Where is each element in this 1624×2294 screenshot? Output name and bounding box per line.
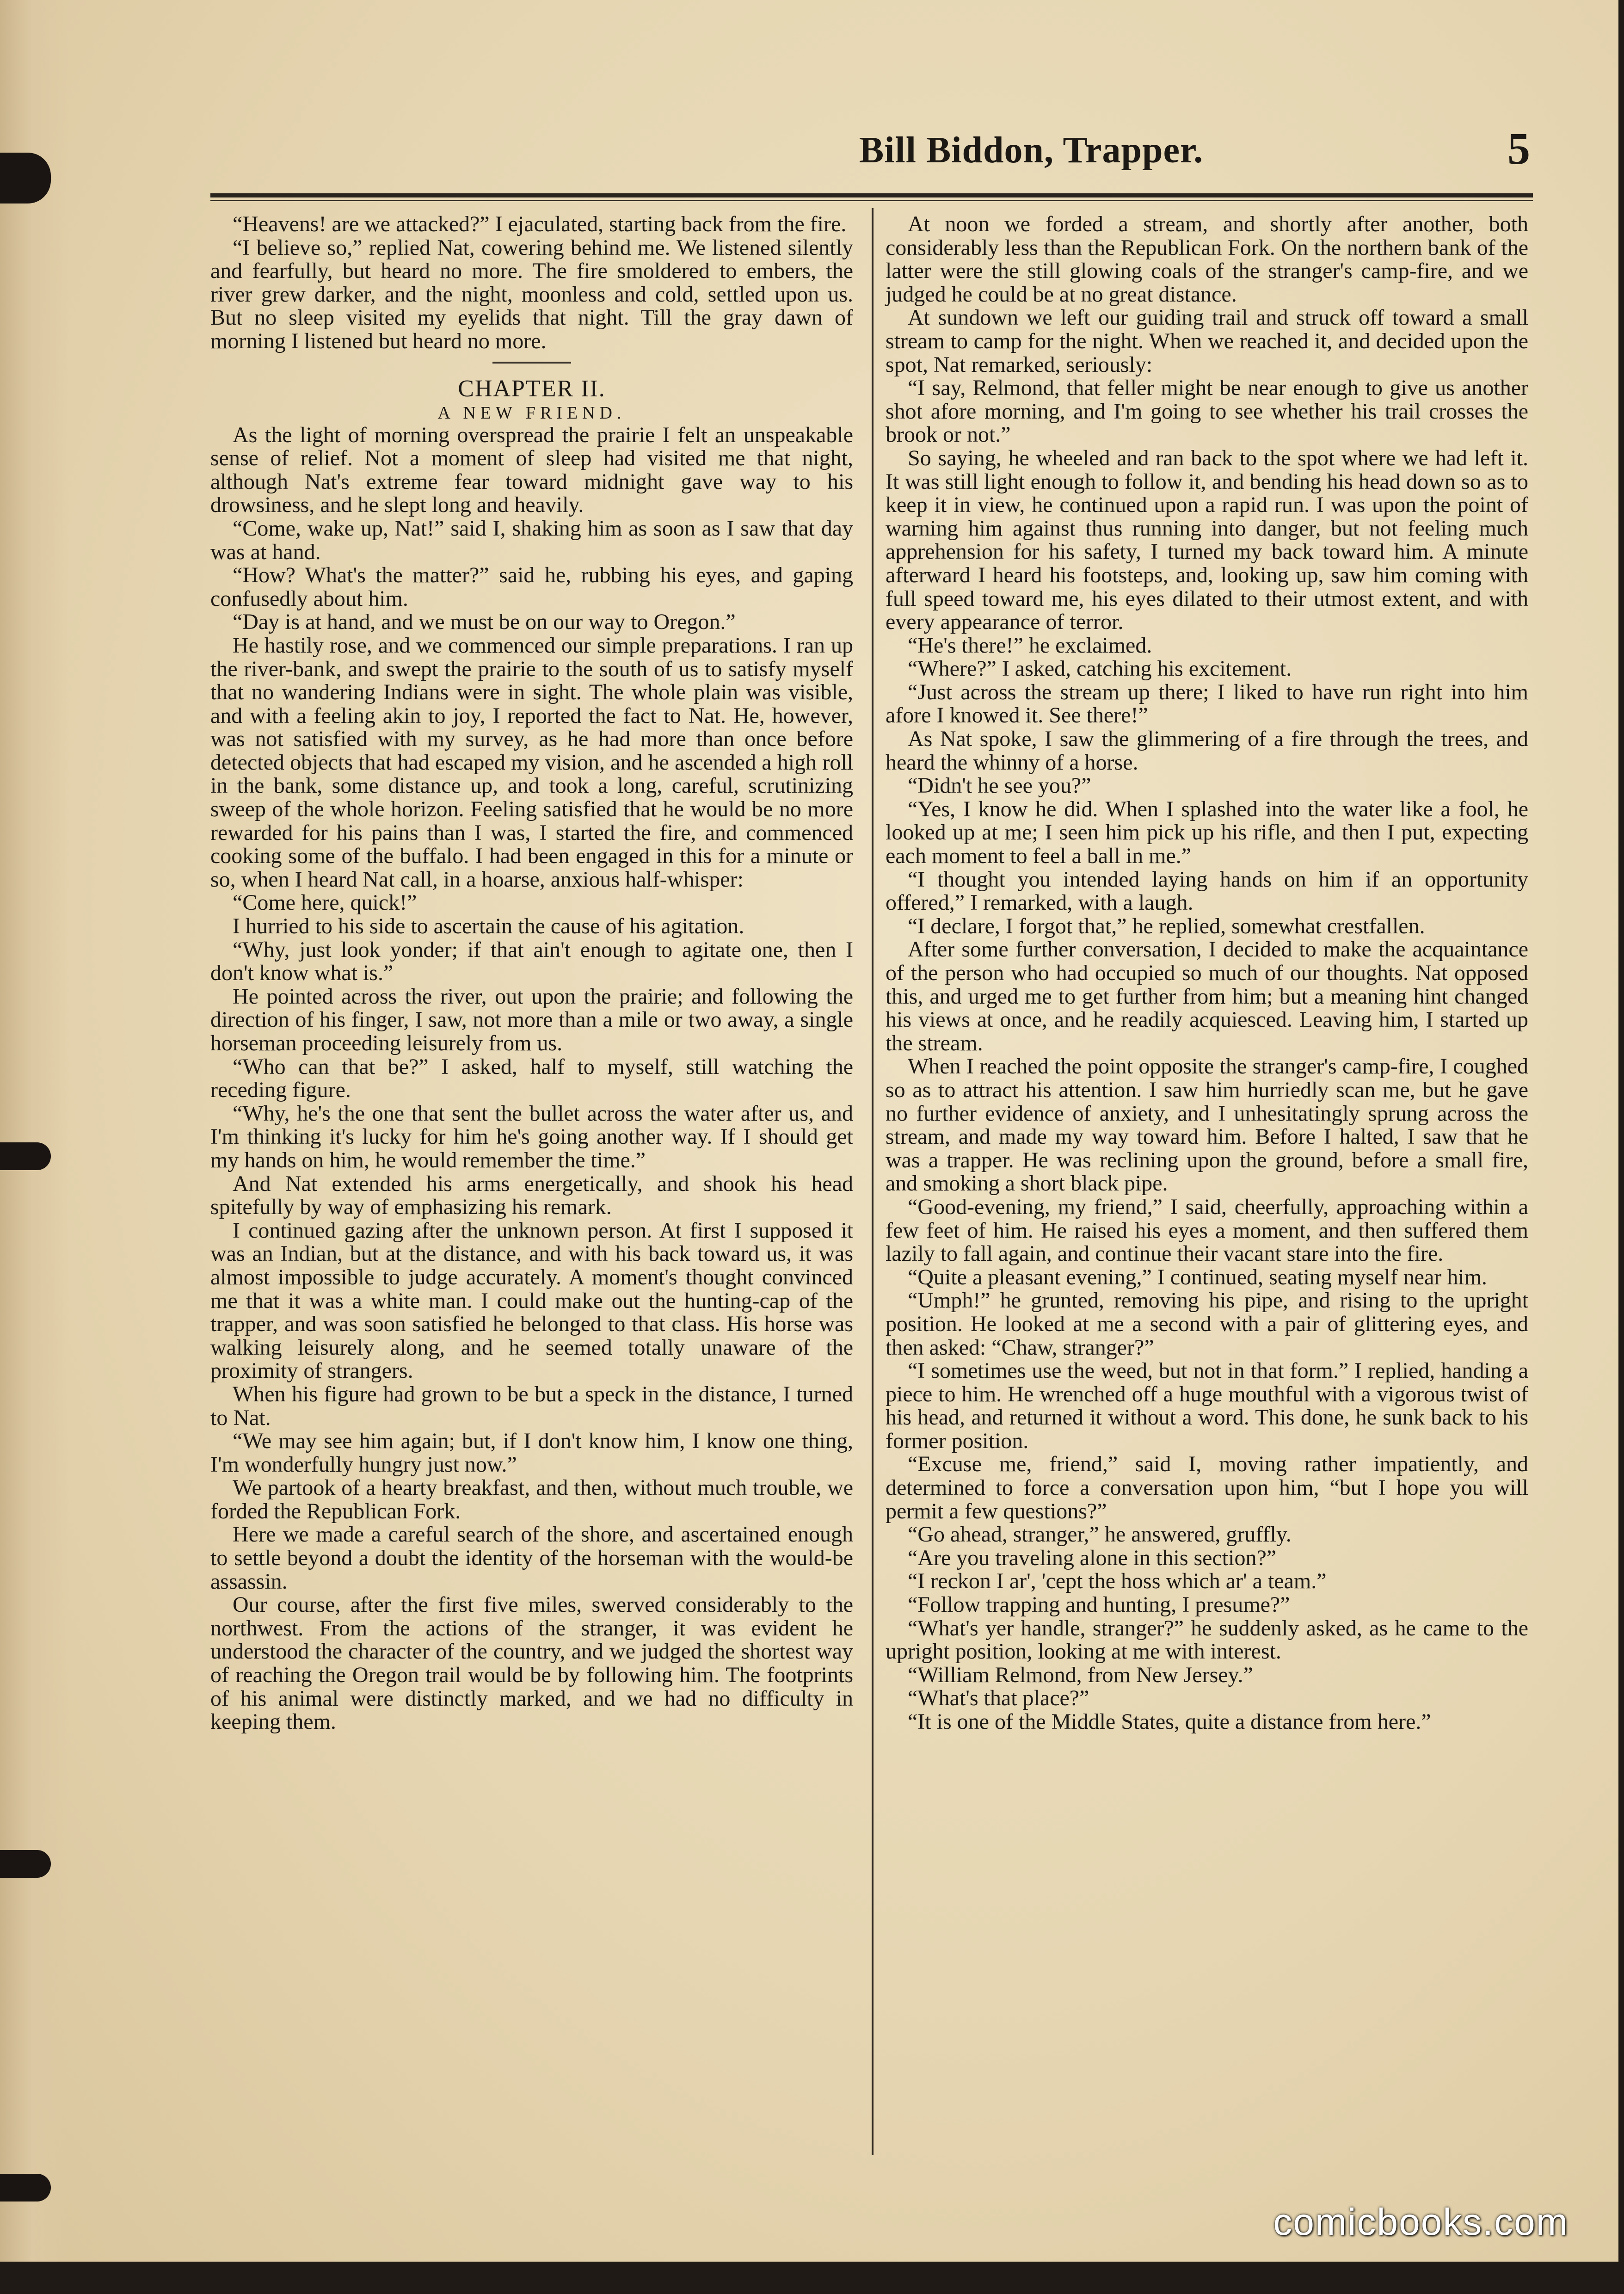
paragraph: “Where?” I asked, catching his excitement. (908, 656, 1292, 681)
paragraph: “Quite a pleasant evening,” I continued, seating myself near him. (908, 1264, 1487, 1289)
paragraph: “I reckon I ar', 'cept the hoss which ar' a team.” (908, 1569, 1327, 1594)
paragraph: “Go ahead, stranger,” he answered, gruffly. (908, 1522, 1292, 1547)
paragraph: When I reached the point opposite the stranger's camp-fire, I coughed so as to attract his attention. I saw him hurriedly scan me, but he gave no further evidence of anxiety, and I unhesitatingly sprung across the stream, and made my way toward him. Before I halted, I saw that he was a trapper. He was reclining upon the ground, before a small fire, and smoking a short black pipe. (886, 1054, 1528, 1196)
paragraph: “I thought you intended laying hands on him if an opportunity offered,” I remarked, with a laugh. (886, 867, 1528, 915)
page-number: 5 (1507, 124, 1530, 174)
paragraph: “It is one of the Middle States, quite a distance from here.” (908, 1709, 1431, 1734)
scan-border-bottom (0, 2262, 1624, 2294)
paragraph: “What's yer handle, stranger?” he suddenly asked, as he came to the upright position, looking at me with interest. (886, 1616, 1528, 1664)
chapter-title: CHAPTER II. (458, 375, 606, 402)
paragraph: “Good-evening, my friend,” I said, cheerfully, approaching within a few feet of him. He raised his eyes a moment, and then suffered them lazily to fall again, and continue their vacant stare into the fire. (886, 1194, 1528, 1266)
scan-border-right (1618, 0, 1624, 2294)
paragraph: “Come here, quick!” (233, 890, 417, 915)
paragraph: “Day is at hand, and we must be on our way to Oregon.” (233, 610, 736, 635)
chapter-separator (492, 362, 571, 364)
paragraph: “Are you traveling alone in this section?” (908, 1545, 1277, 1570)
paragraph: “William Relmond, from New Jersey.” (908, 1662, 1253, 1687)
paragraph: “I say, Relmond, that feller might be near enough to give us another shot afore morning, and I'm going to see whether his trail crosses the brook or not.” (886, 376, 1528, 447)
paragraph: He pointed across the river, out upon the prairie; and following the direction of his finger, I saw, not more than a mile or two away, a single horseman proceeding leisurely from us. (210, 984, 853, 1055)
paragraph: “I believe so,” replied Nat, cowering behind me. We listened silently and fearfully, but heard no more. The fire smoldered to embers, the river grew darker, and the night, moonless and cold, settled upon us. But no sleep visited my eyelids that night. Till the gray dawn of morning I listened but heard no more. (210, 235, 853, 353)
paragraph: “What's that place?” (908, 1686, 1089, 1711)
paragraph: “Just across the stream up there; I liked to have run right into him afore I knowed it. See there!” (886, 679, 1528, 728)
paragraph: Here we made a careful search of the shore, and ascertained enough to settle beyond a doubt the identity of the horseman with the would-be assassin. (210, 1522, 853, 1594)
paragraph: As the light of morning overspread the prairie I felt an unspeakable sense of relief. Not a moment of sleep had visited me that night, although Nat's extreme fear toward midnight gave way to his drowsiness, and he slept long and heavily. (210, 422, 853, 518)
paragraph: And Nat extended his arms energetically, and shook his head spitefully by way of emphasizing his remark. (210, 1171, 853, 1220)
paragraph: “Umph!” he grunted, removing his pipe, and rising to the upright position. He looked at me a second with a pair of glittering eyes, and then asked: “Chaw, stranger?” (886, 1288, 1528, 1360)
paragraph: We partook of a hearty breakfast, and then, without much trouble, we forded the Republican Fork. (210, 1475, 853, 1523)
paragraph: After some further conversation, I decided to make the acquaintance of the person who had occupied so much of our thoughts. Nat opposed this, and urged me to get further from him; but a meaning hint changed his views at once, and he readily acquiesced. Leaving him, I started up the stream. (886, 937, 1528, 1055)
paragraph: “Heavens! are we attacked?” I ejaculated, starting back from the fire. (233, 212, 847, 236)
watermark-text: comicbooks.com (1273, 2201, 1569, 2243)
paragraph: He hastily rose, and we commenced our simple preparations. I ran up the river-bank, and swept the prairie to the south of us to satisfy myself that no wandering Indians were in sight. The whole plain was visible, and with a feeling akin to joy, I reported the fact to Nat. He, however, was not satisfied with my survey, as he had more than once before detected objects that had escaped my vision, and he ascended a high roll in the bank, some distance up, and took a long, careful, scrutinizing sweep of the whole horizon. Feeling satisfied that he would be no more rewarded for his pains than I was, I started the fire, and commenced cooking some of the buffalo. I had been engaged in this for a minute or so, when I heard Nat call, in a hoarse, anxious half-whisper: (210, 633, 853, 892)
paragraph: So saying, he wheeled and ran back to the spot where we had left it. It was still light enough to follow it, and bending his head down so as to keep it in view, he continued upon a rapid run. I was upon the point of warning him against thus running into danger, but not feeling much apprehension for his safety, I turned my back toward him. A minute afterward I heard his footsteps, and, looking up, saw him coming with full speed toward me, his eyes dilated to their utmost extent, and with every appearance of terror. (886, 445, 1528, 635)
paragraph: “Come, wake up, Nat!” said I, shaking him as soon as I saw that day was at hand. (210, 516, 853, 564)
left-column (210, 213, 853, 1734)
paragraph: Our course, after the first five miles, swerved considerably to the northwest. From the actions of the stranger, it was evident he understood the character of the country, and we judged the shortest way of reaching the Oregon trail would be by following him. The footprints of his animal were distinctly marked, and we had no difficulty in keeping them. (210, 1592, 853, 1734)
paragraph: “He's there!” he exclaimed. (908, 633, 1152, 658)
paragraph: “How? What's the matter?” said he, rubbing his eyes, and gaping confusedly about him. (210, 563, 853, 611)
binding-hole (0, 2174, 51, 2202)
paragraph: “Didn't he see you?” (908, 773, 1091, 798)
binding-hole (0, 153, 51, 204)
paragraph: “Yes, I know he did. When I splashed into the water like a fool, he looked up at me; I seen him pick up his rifle, and then I put, expecting each moment to feel a ball in me.” (886, 796, 1528, 869)
paragraph: I hurried to his side to ascertain the cause of his agitation. (233, 914, 744, 939)
paragraph: When his figure had grown to be but a speck in the distance, I turned to Nat. (210, 1381, 853, 1430)
paragraph: “I declare, I forgot that,” he replied, somewhat crestfallen. (908, 913, 1425, 938)
running-header-title: Bill Biddon, Trapper. (859, 130, 1204, 171)
paragraph: I continued gazing after the unknown person. At first I supposed it was an Indian, but at the distance, and with his back toward us, it was almost impossible to judge accurately. A moment's thought convinced me that it was a white man. I could make out the hunting-cap of the trapper, and was soon satisfied he belonged to that class. His horse was walking leisurely along, and he seemed totally unaware of the proximity of strangers. (210, 1218, 853, 1383)
paragraph: “We may see him again; but, if I don't know him, I know one thing, I'm wonderfully hungry just now.” (210, 1429, 853, 1477)
paragraph: As Nat spoke, I saw the glimmering of a fire through the trees, and heard the whinny of a horse. (886, 727, 1528, 775)
paragraph: “Why, just look yonder; if that ain't enough to agitate one, then I don't know what is.” (210, 937, 853, 986)
chapter-subtitle: A NEW FRIEND. (437, 403, 626, 423)
paragraph: “Why, he's the one that sent the bullet across the water after us, and I'm thinking it's lucky for him he's going another way. If I should get my hands on him, he would remember the time.” (210, 1101, 853, 1172)
header-rule (210, 193, 1533, 197)
paragraph: “Who can that be?” I asked, half to myself, still watching the receding figure. (210, 1054, 853, 1103)
binding-hole (0, 1142, 51, 1170)
paragraph: At noon we forded a stream, and shortly after another, both considerably less than the Republican Fork. On the northern bank of the latter were the still glowing coals of the stranger's camp-fire, and we judged he could be at no great distance. (886, 212, 1528, 307)
paragraph: At sundown we left our guiding trail and struck off toward a small stream to camp for the night. When we reached it, and decided upon the spot, Nat remarked, seriously: (886, 305, 1528, 377)
column-divider (872, 208, 874, 2155)
paragraph: “Excuse me, friend,” said I, moving rather impatiently, and determined to force a conversation upon him, “but I hope you will permit a few questions?” (886, 1452, 1528, 1523)
paragraph: “I sometimes use the weed, but not in that form.” I replied, handing a piece to him. He wrenched off a huge mouthful with a vigorous twist of his head, and returned it without a word. This done, he sunk back to his former position. (886, 1358, 1528, 1453)
paragraph: “Follow trapping and hunting, I presume?” (908, 1592, 1290, 1617)
binding-hole (0, 1850, 51, 1878)
right-column (886, 213, 1528, 1734)
header-rule-thin (210, 200, 1533, 201)
